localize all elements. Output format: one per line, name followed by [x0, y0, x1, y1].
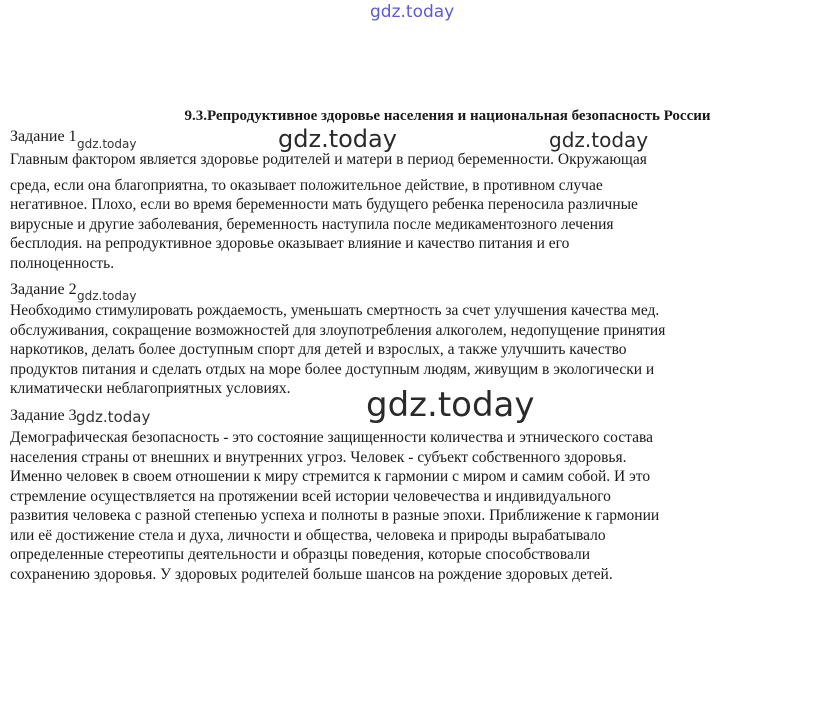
watermark-small-1: gdz.today	[77, 137, 137, 151]
task-2-line: обслуживания, сокращение возможностей для злоупотребления алкоголем, недопущение принятия	[10, 321, 666, 339]
task-1-line: Главным фактором является здоровье родителей и матери в период беременности. Окружающая	[10, 151, 647, 168]
task-3-line: Демографическая безопасность - это состояние защищенности количества и этнического состава	[10, 429, 653, 446]
watermark-mid-right: gdz.today	[549, 128, 649, 152]
task-1-label: Задание 1	[10, 128, 77, 145]
task-1-line: негативное. Плохо, если во время беременности мать будущего ребенка переносила различные	[10, 196, 638, 213]
task-3-line: сохранению здоровья. У здоровых родителей больше шансов на рождение здоровых детей.	[10, 565, 613, 583]
task-3-line: населения страны от внешних и внутренних угроз. Человек - субъект собственного здоровья.	[10, 448, 627, 466]
task-2-text	[10, 301, 800, 399]
task-3-label: Задание 3	[10, 407, 77, 424]
task-2-label: Задание 2	[10, 281, 77, 298]
task-3-line: стремление осуществляется на протяжении всей истории человечества и индивидуального	[10, 487, 611, 505]
task-1-line: среда, если она благоприятна, то оказывает положительное действие, в противном случае	[10, 176, 603, 194]
task-3-line: или её достижение стела и духа, личности и общества, человека и природы вырабатывало	[10, 526, 606, 544]
watermark-small-3: gdz.today	[76, 408, 151, 426]
task-1-line: вирусные и другие заболевания, беременность наступила после медикаментозного лечения	[10, 215, 614, 233]
task-3-line: определенные стереотипы деятельности и образцы поведения, которые способствовали	[10, 546, 591, 563]
task-3-text	[10, 428, 800, 584]
task-3-line: развития человека с разной степенью успеха и полноты в разные эпохи. Приближение к гармонии	[10, 507, 660, 524]
section-title: 9.3.Репродуктивное здоровье населения и национальная безопасность России	[184, 108, 711, 124]
watermark-center: gdz.today	[366, 385, 535, 425]
task-1-line: полноценность.	[10, 254, 115, 272]
task-3-line: Именно человек в своем отношении к миру стремится к гармонии с миром и самим собой. И это	[10, 468, 651, 485]
watermark-mid-left: gdz.today	[278, 125, 397, 153]
task-1-text	[10, 150, 800, 273]
watermark-small-2: gdz.today	[77, 289, 137, 303]
task-2-line: продуктов питания и сделать отдых на море более доступным людям, живущим в экологически и	[10, 360, 655, 378]
task-2-line: наркотиков, делать более доступным спорт для детей и взрослых, а также улучшить качество	[10, 341, 627, 358]
task-2-line: климатически неблагоприятных условиях.	[10, 380, 291, 397]
watermark-top: gdz.today	[370, 2, 455, 22]
task-1-line: бесплодия. на репродуктивное здоровье оказывает влияние и качество питания и его	[10, 235, 570, 252]
task-2-line: Необходимо стимулировать рождаемость, уменьшать смертность за счет улучшения качества мед.	[10, 302, 660, 319]
